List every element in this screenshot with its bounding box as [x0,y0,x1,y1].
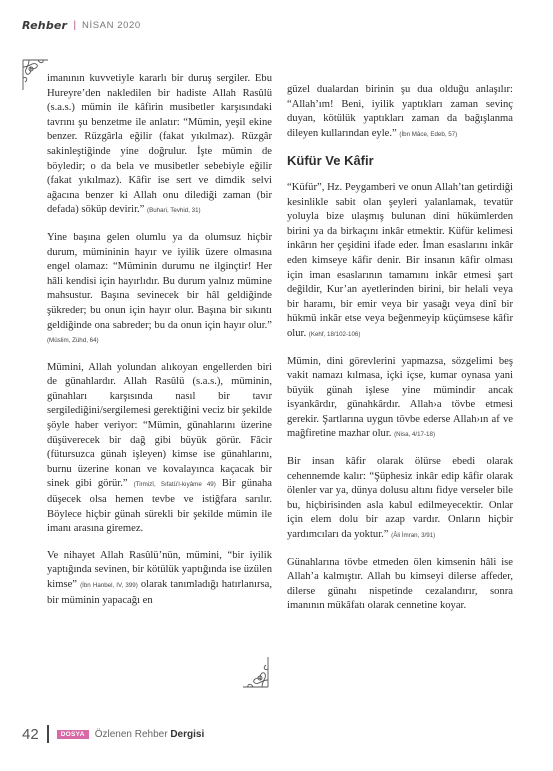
citation: (İbn Mâce, Edeb, 57) [399,130,458,138]
page-footer [22,726,204,742]
paragraph: Bir insan kâfir olarak ölürse ebedi olarak cehennemde kalır: “Şüphesiz inkâr edip kâfir olarak ölenler var ya, dünya dolusu altını fidye verseler bile bu, hiçbirisinden asla kabul edilmeyecektir. Onlar için elem dolu bir azap vardır. Onların hiçbir yardımcıları da yoktur.” (Âli İmran, 3/91) [287,456,513,541]
paragraph: imanının kuvvetiyle kararlı bir duruş sergiler. Ebu Hureyre’den nakledilen bir hadiste Allah Rasûlü (s.a.s.) mümin ile kâfirin musibetler karşısındaki tavrını şu benzetme ile anlatır: “Mümin, yeşil ekine benzer. Rüzgârla eğilir (fakat yıkılmaz). Rüzgâr sakinleştiğinde yine doğrulur. İşte mümin de böyledir; o da bela ve musibetler sebebiyle eğilir (fakat yıkılmaz). Kâfir ise sert ve dimdik selvi ağacına benzer ki Allah onu dilediği zaman (bir defada) söküp devirir.” (Buhari, Tevhid, 31) [47,73,272,216]
paragraph: “Küfür”, Hz. Peygamberi ve onun Allah’tan getirdiği kesinlikle sabit olan şeyleri yalanlamak, tevatür yoluyla bize ulaşmış bulunan dini hükümlerden birini ya da birkaçını inkâr etmektir. Küfür kelimesi inkârın her çeşidini ifade eder. İman esaslarını inkâr eden kimseye kâfir denir. Bir insanın kâfir olması için iman esaslarının tamamını inkâr etmesi şart değildir, Kur’an ayetlerinden birini, bir helali veya bir haramı, bir emir veya bir yasağı veya dinî bir hükmü inkâr etse veya beğenmeyip küçümsese kâfir olur. (Kehf, 18/102-106) [287,181,513,339]
citation: (Müslim, Zühd, 64) [47,337,99,345]
magazine-brand: Rehber [22,18,68,32]
page-number: 42 [22,725,39,743]
corner-ornament-icon [20,58,50,92]
right-column [287,83,513,626]
citation: (Tirmizî, Sıfatü’l-kıyâme 49) [133,481,216,489]
citation: (İbn Hanbel, IV, 399) [80,582,138,589]
paragraph: Ve nihayet Allah Rasûlü’nün, mümini, “bir iyilik yaptığında sevinen, bir kötülük yaptığında ise üzülen kimse” (İbn Hanbel, IV, 399) olarak tanımladığı hatırlanırsa, bir müminin yapacağı en [47,549,272,606]
paragraph: Yine başına gelen olumlu ya da olumsuz hiçbir durum, mümininin hayır ve iyilik üzere olmasına engel olamaz: “Müminin durumu ne ilginçtir! Her hâli kendisi için hayırlıdır. Bu durum yalnız mümine mahsustur. Başına sevinecek bir hâl geldiğinde şükreder; bu onun için hayır olur. Başına bir sıkıntı geldiğinde ona sabreder; bu da onun için hayır olur.” (Müslim, Zühd, 64) [47,231,272,345]
section-heading: Küfür Ve Kâfir [287,153,374,169]
header-separator: | [73,19,76,31]
paragraph: Mümini, Allah yolundan alıkoyan engellerden biri de günahlardır. Allah Rasûlü (s.a.s.), müminin, günahları karşısında nasıl bir tavır sergilediğini/sergilemesi gerektiğini veciz bir şekilde şöyle haber veriyor: “Mümin, günahlarını üzerine düşüverecek bir dağ gibi büyük görür. Fâcir (fütursuzca günah işleyen) kimse ise günahlarını, burnu üzerine konan ve kovalayınca kaçacak bir sinek gibi görür.” (Tirmizî, Sıfatü’l-kıyâme 49) Bir günaha düşecek olsa hemen tevbe ve istiğfara sarılır. Böylece hiçbir günah sürekli bir şekilde mümin ile imanı arasına giremez. [47,361,272,535]
corner-ornament-icon [241,655,271,689]
citation: (Buhari, Tevhid, 31) [147,207,201,215]
paragraph: Günahlarına tövbe etmeden ölen kimsenin hâli ise Allah’a kalmıştır. Allah bu kimseyi dilerse affeder, dilerse günahı nispetinde cezalandırır, sonra imanının mükâfatı olarak cennetine koyar. [287,556,513,612]
section-tag: DOSYA [57,730,89,739]
issue-date: NİSAN 2020 [82,19,141,31]
magazine-name: Özlenen Rehber Dergisi [94,728,205,740]
paragraph: güzel dualardan birinin şu dua olduğu anlaşılır: “Allah’ım! Beni, iyilik yaptıkları zaman sevinç duyan, kötülük yaptıkları zaman da bağışlanma dileyen kullarından eyle.” (İbn Mâce, Edeb, 57) [287,84,513,139]
page-header [22,18,141,32]
citation: (Nisa, 4/17-18) [394,431,436,439]
paragraph: Mümin, dini görevlerini yapmazsa, sözgelimi beş vakit namazı kılmasa, içki içse, kumar oynasa yani büyük günah işlese yine mümindir ancak isyankârdır, günahkârdır. Allah›a tövbe etmesi gerekir. Şartlarına uygun tövbe ederse Allah›ın af ve mağfiretine mazhar olur. (Nisa, 4/17-18) [287,355,513,440]
footer-divider [47,725,49,743]
left-column [47,72,272,620]
citation: (Âli İmran, 3/91) [391,532,436,540]
citation: (Kehf, 18/102-106) [308,330,361,338]
